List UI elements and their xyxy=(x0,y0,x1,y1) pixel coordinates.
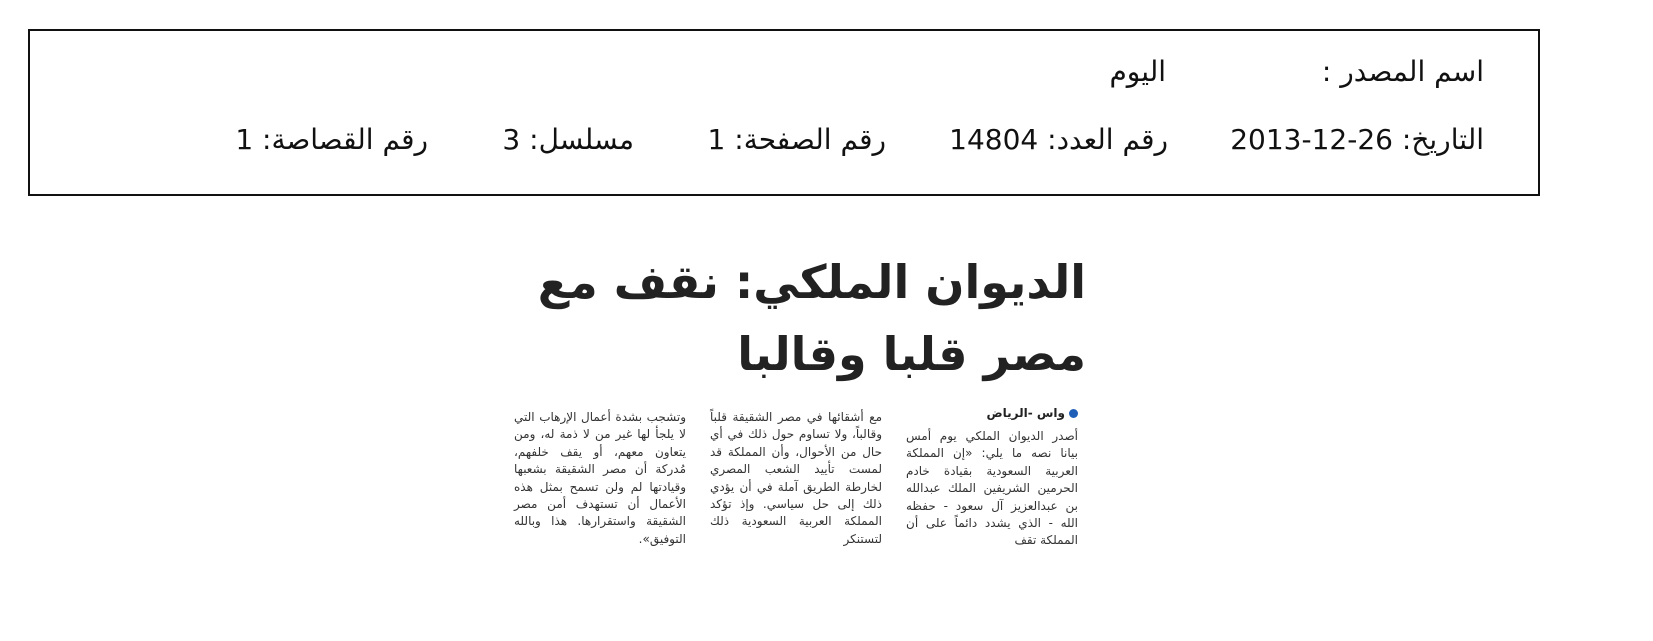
issue-number-field: رقم العدد: 14804 xyxy=(949,123,1168,156)
clipping-number-field: رقم القصاصة: 1 xyxy=(235,123,428,156)
article-column-2: مع أشقائها في مصر الشقيقة قلباً وقالباً، ولا تساوم حول ذلك في أي حال من الأحوال، وأن المملكة قد لمست تأييد الشعب المصري لخارطة الطريق آملة في أن يؤدي ذلك إلى حل سياسي. وإذ تؤكد المملكة العربية السعودية ذلك لتستنكر xyxy=(710,410,882,546)
article-column-1: أصدر الديوان الملكي يوم أمس بيانا نصه ما يلي: «إن المملكة العربية السعودية بقيادة خادم الحرمين الشريفين الملك عبدالله بن عبدالعزيز آل سعود - حفظه الله - الذي يشدد دائماً على أن المملكة تقف xyxy=(906,429,1078,548)
article-byline xyxy=(986,406,1078,420)
article-column-3: وتشجب بشدة أعمال الإرهاب التي لا يلجأ لها غير من لا ذمة له، ومن يتعاون معهم، أو يقف خلفهم، مُدركة أن مصر الشقيقة بشعبها وقيادتها لم ولن تسمح بمثل هذه الأعمال أن تستهدف أمن مصر الشقيقة واستقرارها. هذا وبالله التوفيق». xyxy=(514,410,686,546)
article-headline: الديوان الملكي: نقف مع مصر قلبا وقالبا xyxy=(537,255,1086,381)
date-field: التاريخ: 26-12-2013 xyxy=(1230,123,1484,156)
source-info-box xyxy=(28,29,1540,196)
source-label: اسم المصدر : xyxy=(1321,55,1484,88)
newspaper-clipping xyxy=(476,226,1096,641)
serial-field: مسلسل: 3 xyxy=(502,123,634,156)
source-value: اليوم xyxy=(1109,55,1166,88)
bullet-icon xyxy=(1069,409,1078,418)
byline-text: واس -الرياض xyxy=(986,406,1065,420)
page-number-field: رقم الصفحة: 1 xyxy=(707,123,886,156)
